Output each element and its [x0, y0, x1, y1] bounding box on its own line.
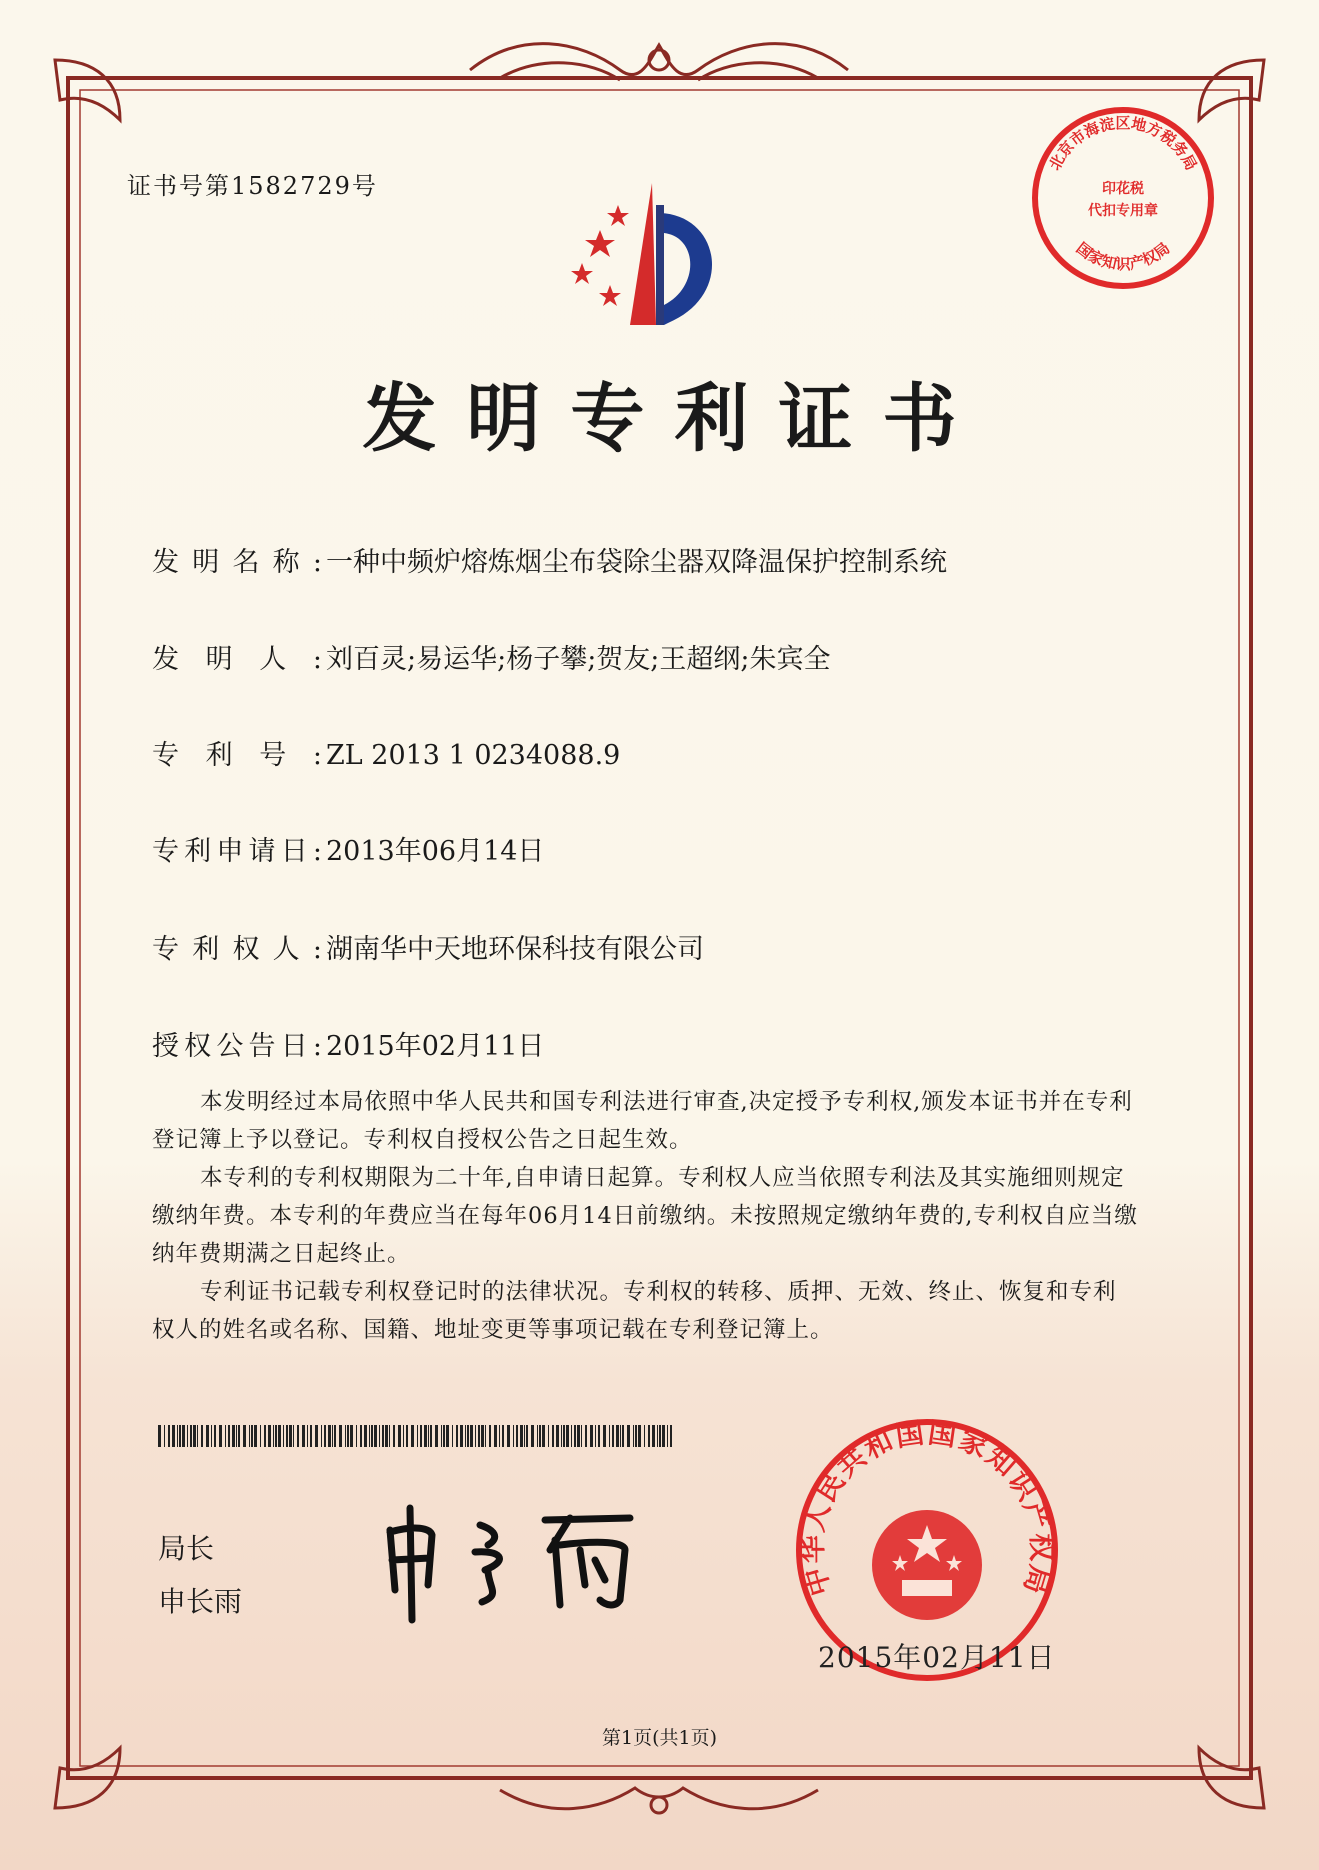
seal-date: 2015年02月11日 — [818, 1641, 1056, 1674]
filing-date-row — [152, 829, 544, 868]
seal-small-outer-text: 北京市海淀区地方税务局 — [1045, 114, 1201, 174]
signatory-title: 局长 — [158, 1532, 215, 1565]
signatory-name: 申长雨 — [158, 1585, 243, 1618]
seal-small-inner-2: 代扣专用章 — [1088, 203, 1158, 219]
patent-number-value: ZL 2013 1 0234088.9 — [326, 740, 621, 771]
svg-text:国家知识产权局 — [1073, 239, 1173, 273]
tax-stamp-seal-icon — [1028, 103, 1218, 293]
filing-date-label: 专利申请日: — [152, 836, 322, 867]
body-paragraph-3: 专利证书记载专利权登记时的法律状况。专利权的转移、质押、无效、终止、恢复和专利权人的姓名或名称、国籍、地址变更等事项记载在专利登记簿上。 — [152, 1279, 1117, 1343]
patentee-label: 专利权人: — [152, 934, 322, 965]
inventors-label: 发明人: — [152, 644, 322, 675]
certificate-body — [152, 1083, 1138, 1349]
grant-date-row — [152, 1024, 544, 1063]
inventors-row — [152, 637, 830, 676]
page-footer: 第1页(共1页) — [601, 1727, 717, 1749]
certificate-title: 发明专利证书 — [362, 376, 987, 462]
seal-small-inner-1: 印花税 — [1102, 181, 1144, 197]
seal-small-bottom-text: 国家知识产权局 — [1072, 238, 1174, 274]
invention-name-row — [152, 540, 947, 579]
handwritten-signature — [370, 1490, 670, 1630]
patentee-value: 湖南华中天地环保科技有限公司 — [326, 934, 704, 965]
grant-date-label: 授权公告日: — [152, 1031, 322, 1062]
cnipa-logo-icon — [560, 175, 760, 335]
body-paragraph-2: 本专利的专利权期限为二十年,自申请日起算。专利权人应当依照专利法及其实施细则规定缴纳年费。本专利的年费应当在每年06月14日前缴纳。未按照规定缴纳年费的,专利权自应当缴纳年费期满之日起终止。 — [152, 1165, 1138, 1267]
invention-name-label: 发明名称: — [152, 547, 322, 578]
patentee-row — [152, 927, 704, 966]
invention-name-value: 一种中频炉熔炼烟尘布袋除尘器双降温保护控制系统 — [326, 547, 947, 578]
grant-date-value: 2015年02月11日 — [326, 1031, 545, 1062]
seal-big-text: 中华人民共和国国家知识产权局 — [795, 1416, 1059, 1600]
barcode — [158, 1425, 678, 1447]
patent-number-row — [152, 733, 620, 772]
body-paragraph-1: 本发明经过本局依照中华人民共和国专利法进行审查,决定授予专利权,颁发本证书并在专利登记簿上予以登记。专利权自授权公告之日起生效。 — [152, 1089, 1133, 1153]
patent-number-label: 专利号: — [152, 740, 322, 771]
svg-text:北京市海淀区地方税务局 — [1046, 114, 1201, 173]
certificate-number: 证书号第1582729号 — [127, 172, 378, 200]
filing-date-value: 2013年06月14日 — [326, 836, 545, 867]
inventors-value: 刘百灵;易运华;杨子攀;贺友;王超纲;朱宾全 — [326, 644, 831, 675]
